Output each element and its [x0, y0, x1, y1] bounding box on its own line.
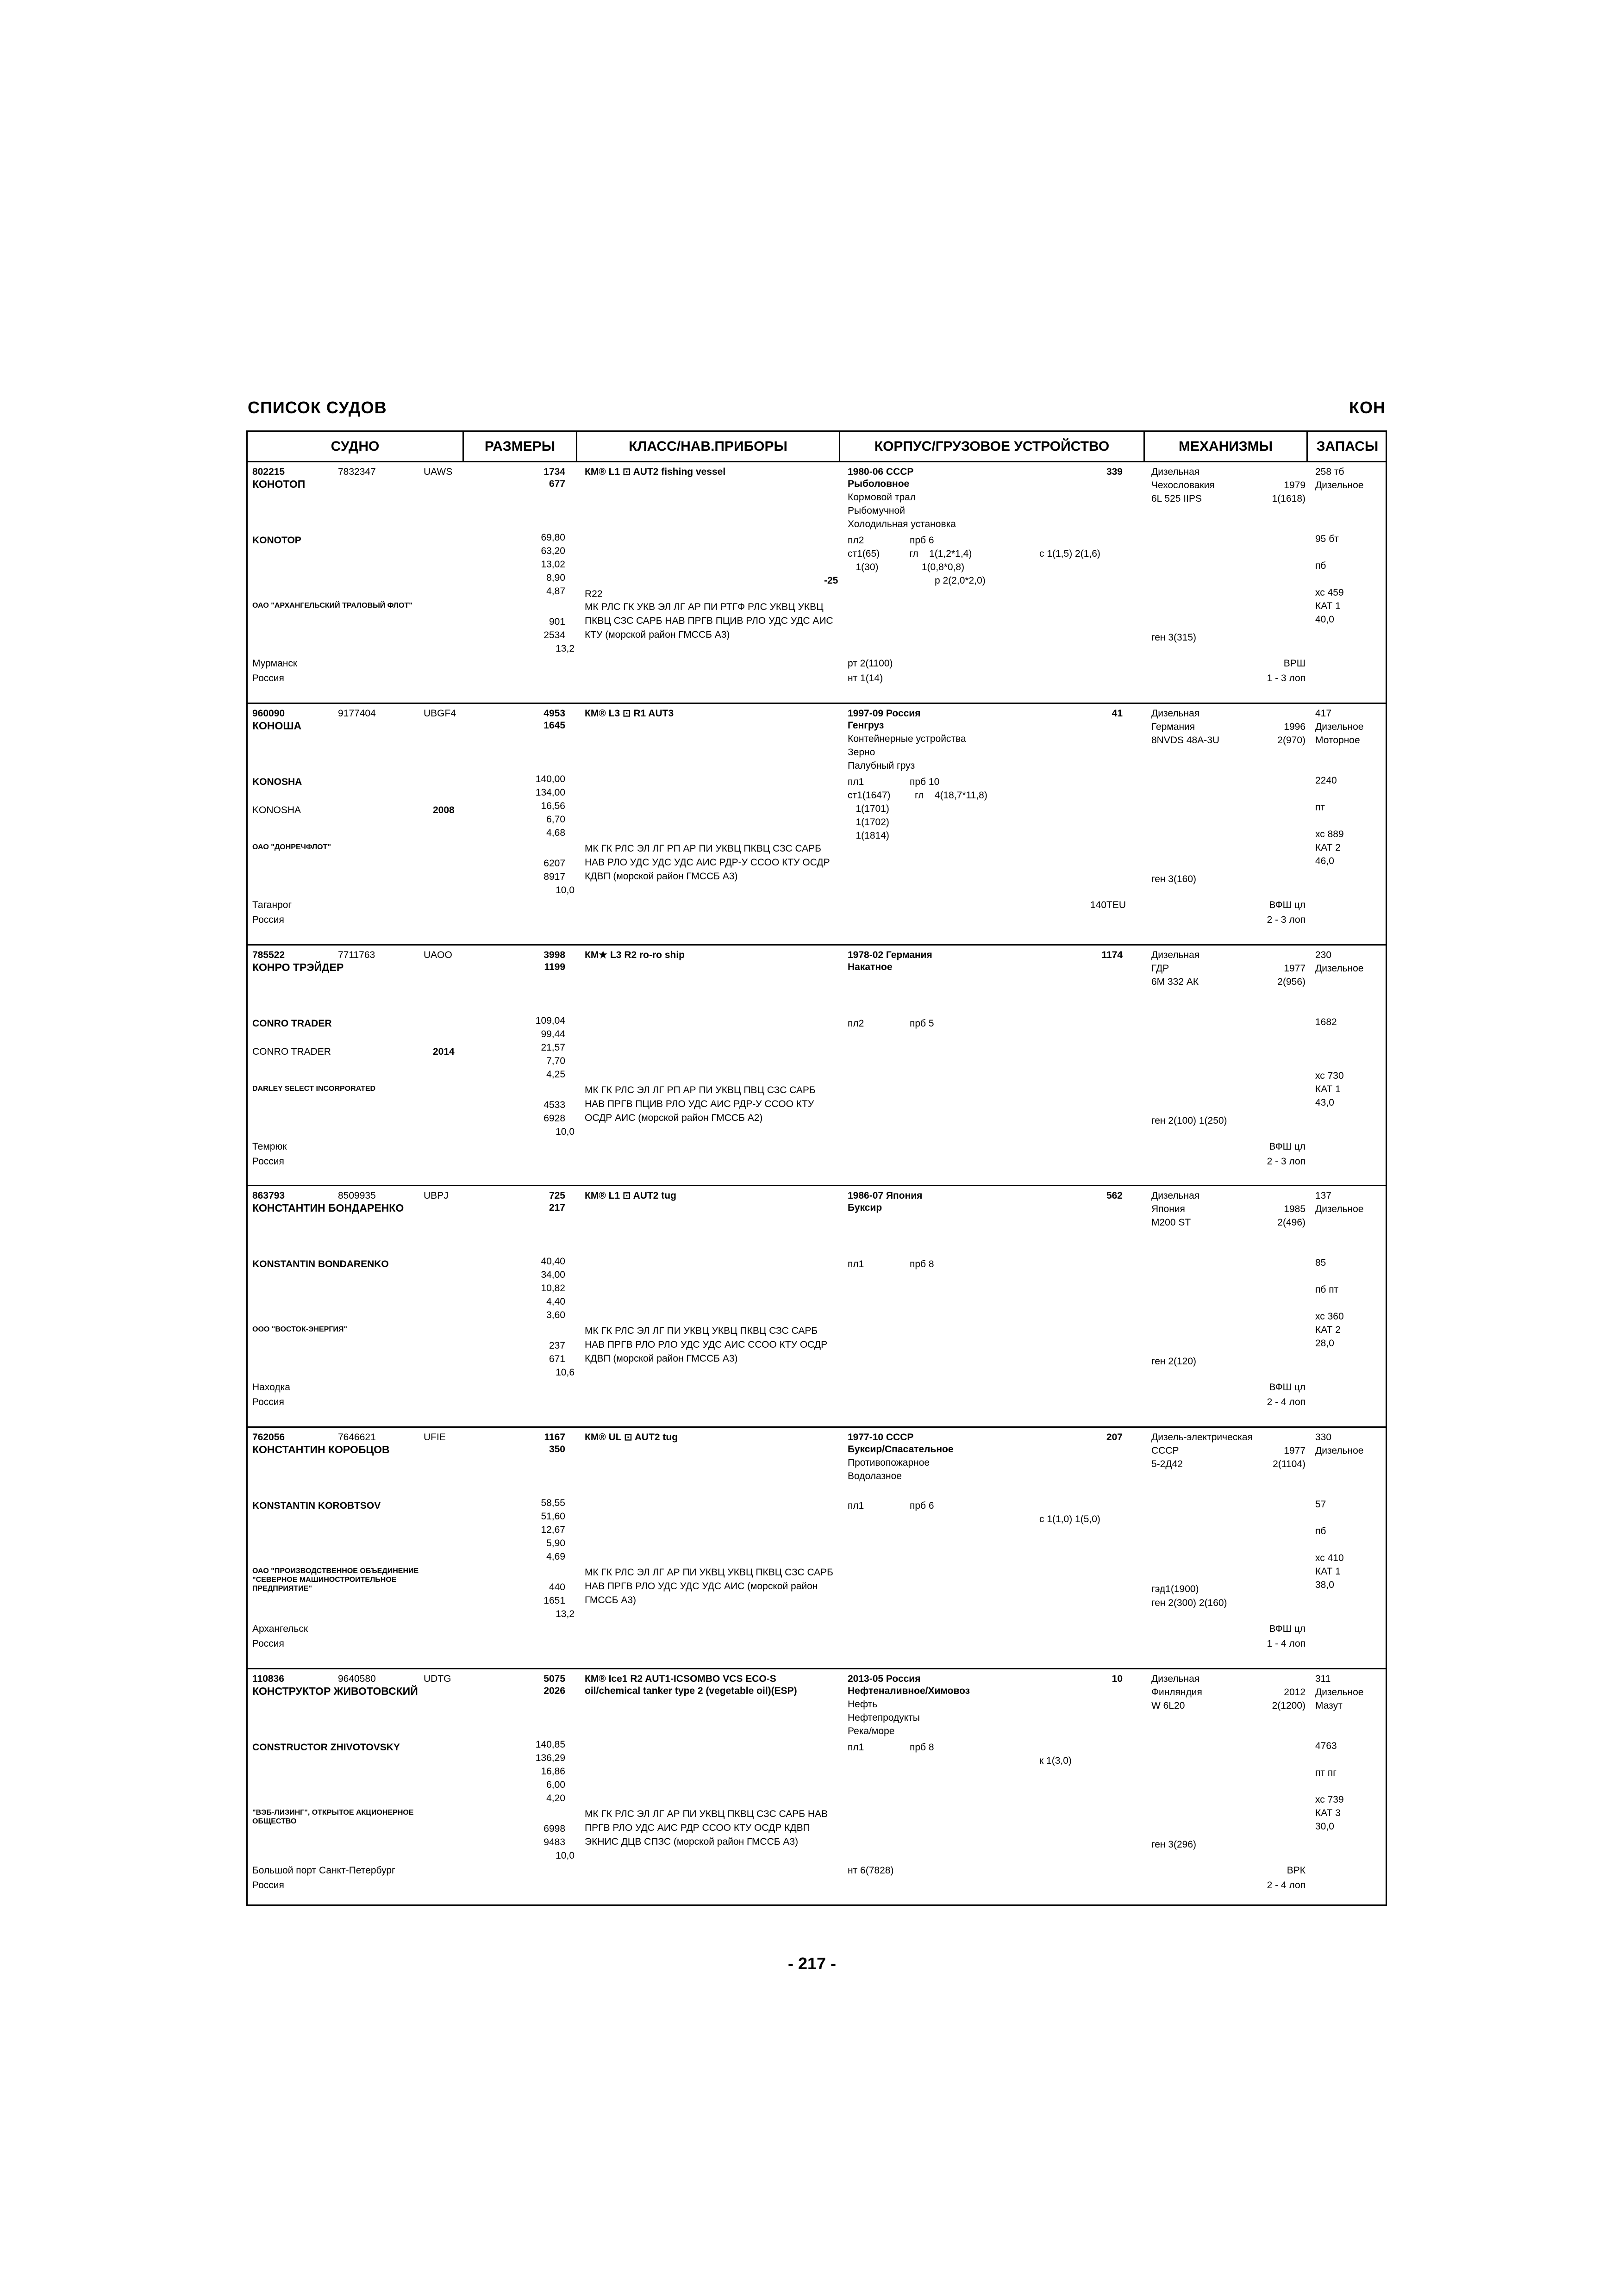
dim-value: 34,00 [541, 1269, 565, 1280]
ship-imo: 7711763 [338, 950, 375, 960]
machinery-line: Дизельная [1151, 950, 1200, 960]
table-header [248, 432, 1386, 462]
machinery-power: 2(970) [1277, 735, 1305, 746]
hull-line: Буксир/Спасательное [848, 1444, 954, 1455]
ship-country: Россия [252, 1880, 284, 1891]
hull-bulkheads: прб 5 [910, 1018, 934, 1029]
machinery-line: M200 ST [1151, 1217, 1191, 1228]
hull-build-info: 1980-06 СССР [848, 467, 914, 477]
class-notation: КМ★ L3 R2 ro-ro ship [585, 950, 685, 960]
dim-gross-tonnage: 4953 [543, 708, 565, 719]
hull-decks: пл1 [848, 1259, 864, 1269]
supply-value: 230 [1315, 950, 1332, 960]
hull-build-info: 1986-07 Япония [848, 1190, 923, 1201]
ship-id: 110836 [252, 1674, 284, 1684]
ship-table [246, 430, 1387, 1906]
hull-line: Нефтеналивное/Химовоз [848, 1686, 970, 1696]
dim-deadweight-value: 10,0 [556, 1126, 575, 1137]
hull-bulkheads: прб 8 [910, 1742, 934, 1753]
ship-owner: "ВЭБ-ЛИЗИНГ", ОТКРЫТОЕ АКЦИОНЕРНОЕ ОБЩЕСТВО [252, 1809, 414, 1825]
supply-value: 2240 [1315, 775, 1337, 786]
propeller-blades: 1 - 3 лоп [1267, 673, 1305, 684]
machinery-line: 8NVDS 48A-3U [1151, 735, 1220, 746]
ship-former-name: CONRO TRADER [252, 1046, 331, 1057]
supply-value: пб [1315, 1526, 1326, 1537]
machinery-power: 2(1104) [1273, 1459, 1305, 1469]
machinery-power: 1(1618) [1272, 493, 1305, 504]
ship-name-ru: КОНСТАНТИН КОРОБЦОВ [252, 1444, 390, 1456]
ship-id: 960090 [252, 708, 285, 719]
ship-name-ru: КОНСТАНТИН БОНДАРЕНКО [252, 1202, 404, 1214]
ship-country: Россия [252, 673, 284, 684]
propeller-blades: 2 - 4 лоп [1267, 1880, 1305, 1891]
ship-country: Россия [252, 915, 284, 925]
machinery-power: 2(1200) [1272, 1700, 1305, 1711]
hull-build-info: 1997-09 Россия [848, 708, 921, 719]
machinery-year: 1977 [1284, 1445, 1305, 1456]
page-header-section: КОН [1349, 398, 1386, 417]
ship-record [248, 704, 1386, 946]
machinery-line: Дизельная [1151, 1190, 1200, 1201]
dim-value: 134,00 [535, 787, 565, 798]
ship-owner: ОАО "ДОНРЕЧФЛОТ" [252, 843, 331, 851]
propeller-type: ВРШ [1283, 658, 1305, 669]
hull-tank-line: рт 2(1100) [848, 658, 893, 669]
ship-name-ru: КОНОША [252, 720, 302, 732]
hull-hatch: р 2(2,0*2,0) [935, 575, 986, 586]
supply-value: 95 бт [1315, 534, 1339, 544]
propeller-type: ВФШ цл [1269, 1382, 1305, 1393]
hull-bulkheads: прб 6 [910, 1500, 934, 1511]
ship-name-lat: KONOTOP [252, 535, 301, 546]
machinery-line: Дизельная [1151, 708, 1200, 719]
supply-value: КАТ 2 [1315, 1325, 1341, 1335]
ship-name-ru: КОНОТОП [252, 478, 306, 490]
class-notation: КМ® L1 ⊡ AUT2 fishing vessel [585, 467, 726, 477]
supply-value: 38,0 [1315, 1580, 1334, 1590]
class-equipment: МК ГК РЛС ЭЛ ЛГ АР ПИ УКВЦ УКВЦ ПКВЦ СЗС САРБ НАВ ПРГВ РЛО УДС УДС УДС АИС (морской район ГМССБ А3) [585, 1567, 833, 1605]
machinery-line: Дизельная [1151, 467, 1200, 477]
ship-name-lat: KONSTANTIN BONDARENKO [252, 1259, 389, 1269]
ship-id: 802215 [252, 467, 285, 477]
propeller-blades: 2 - 3 лоп [1267, 1156, 1305, 1167]
supply-value: 311 [1315, 1674, 1331, 1684]
col-header-supplies: ЗАПАСЫ [1316, 439, 1379, 454]
dim-net-tonnage: 2026 [543, 1686, 565, 1696]
machinery-gen: ген 3(296) [1151, 1839, 1197, 1850]
dim-deadweight-value: 237 [549, 1340, 565, 1351]
class-equipment: МК ГК РЛС ЭЛ ЛГ ПИ УКВЦ УКВЦ ПКВЦ СЗС САРБ НАВ ПРГВ РЛО РЛО УДС УДС АИС ССОО КТУ ОСДР КДВП (морской район ГМССБ А3) [585, 1325, 828, 1364]
hull-decks: пл1 [848, 1500, 864, 1511]
dim-deadweight-value: 1651 [543, 1595, 565, 1606]
supply-value: Дизельное [1315, 963, 1364, 974]
ship-record [248, 1669, 1386, 1906]
hull-line: Генгруз [848, 720, 884, 731]
machinery-gen: ген 2(300) 2(160) [1151, 1598, 1227, 1608]
dim-deadweight-value: 8917 [543, 871, 565, 882]
dim-value: 4,69 [546, 1551, 565, 1562]
supply-value: КАТ 1 [1315, 1084, 1341, 1095]
machinery-line: Финляндия [1151, 1687, 1202, 1698]
supply-value: Моторное [1315, 735, 1360, 746]
supply-value: КАТ 2 [1315, 842, 1341, 853]
dim-net-tonnage: 1645 [543, 720, 565, 731]
supply-value: Дизельное [1315, 1687, 1364, 1698]
propeller-blades: 2 - 3 лоп [1267, 915, 1305, 925]
supply-value: Дизельное [1315, 722, 1364, 732]
dim-value: 109,04 [535, 1015, 565, 1026]
machinery-line: W 6L20 [1151, 1700, 1185, 1711]
ship-port: Темрюк [252, 1141, 287, 1152]
propeller-type: ВФШ цл [1269, 900, 1305, 910]
hull-number: 41 [1112, 708, 1123, 719]
dim-value: 69,80 [541, 532, 565, 543]
hull-bulkheads: прб 10 [910, 777, 940, 787]
ship-name-lat: CONRO TRADER [252, 1018, 332, 1029]
dim-value: 4,40 [546, 1296, 565, 1307]
supply-value: 46,0 [1315, 856, 1334, 866]
dim-value: 51,60 [541, 1511, 565, 1522]
page-header-title: СПИСОК СУДОВ [248, 398, 387, 417]
machinery-gen: гэд1(1900) [1151, 1584, 1199, 1594]
hull-line: Река/море [848, 1726, 895, 1736]
machinery-line: Дизель-электрическая [1151, 1432, 1253, 1443]
hull-build-info: 1977-10 СССР [848, 1432, 914, 1443]
col-header-ship: СУДНО [248, 432, 464, 461]
hull-line: Палубный груз [848, 760, 915, 771]
hull-decks: пл1 [848, 777, 864, 787]
dim-deadweight-value: 2534 [543, 630, 565, 641]
hull-tank-line: нт 6(7828) [848, 1865, 894, 1876]
dim-value: 8,90 [546, 572, 565, 583]
hull-hold-line: 1(1701) [848, 803, 889, 814]
dim-net-tonnage: 350 [549, 1444, 565, 1455]
supply-value: 417 [1315, 708, 1332, 719]
supply-value: 28,0 [1315, 1338, 1334, 1349]
ship-name-ru: КОНРО ТРЭЙДЕР [252, 961, 344, 973]
class-notation: КМ® L3 ⊡ R1 AUT3 [585, 708, 674, 719]
supply-value: хс 730 [1315, 1070, 1344, 1081]
ship-name-ru: КОНСТРУКТОР ЖИВОТОВСКИЙ [252, 1685, 418, 1697]
dim-value: 6,00 [546, 1780, 565, 1790]
dim-deadweight-value: 440 [549, 1582, 565, 1593]
ship-name-lat: KONSTANTIN KOROBTSOV [252, 1500, 381, 1511]
hull-side-ramps: к 1(3,0) [1039, 1755, 1072, 1766]
ship-name-lat: KONOSHA [252, 777, 302, 787]
class-equipment: МК ГК РЛС ЭЛ ЛГ РП АР ПИ УКВЦ ПВЦ СЗС САРБ НАВ ПРГВ ПЦИВ РЛО УДС АИС РДР-У ССОО КТУ ОСДР АИС (морской район ГМССБ А2) [585, 1085, 816, 1123]
supply-value: пт [1315, 802, 1325, 813]
supply-value: пт пг [1315, 1767, 1337, 1778]
ship-id: 863793 [252, 1190, 285, 1201]
dim-value: 40,40 [541, 1256, 565, 1267]
class-notation: КМ® Ice1 R2 AUT1-ICSOMBO VCS ECO-S [585, 1674, 776, 1684]
page-number: - 217 - [787, 1954, 837, 1973]
dim-deadweight-value: 9483 [543, 1837, 565, 1848]
ship-port: Таганрог [252, 900, 292, 910]
machinery-line: Дизельная [1151, 1674, 1200, 1684]
hull-line: Водолазное [848, 1471, 902, 1481]
ship-owner: ОАО "ПРОИЗВОДСТВЕННОЕ ОБЪЕДИНЕНИЕ "СЕВЕРНОЕ МАШИНОСТРОИТЕЛЬНОЕ ПРЕДПРИЯТИЕ" [252, 1567, 419, 1593]
machinery-gen: ген 2(100) 1(250) [1151, 1115, 1227, 1126]
dim-value: 16,56 [541, 801, 565, 811]
dim-deadweight-value: 901 [549, 616, 565, 627]
supply-value: Мазут [1315, 1700, 1343, 1711]
dim-value: 4,68 [546, 828, 565, 838]
hull-decks: пл2 [848, 535, 864, 546]
machinery-gen: ген 3(315) [1151, 632, 1197, 643]
dim-net-tonnage: 217 [549, 1202, 565, 1213]
machinery-line: Япония [1151, 1204, 1185, 1214]
ship-callsign: UDTG [424, 1674, 451, 1684]
dim-value: 12,67 [541, 1524, 565, 1535]
supply-value: Дизельное [1315, 480, 1364, 491]
ship-callsign: UBPJ [424, 1190, 449, 1201]
ship-port: Архангельск [252, 1624, 308, 1634]
ship-port: Находка [252, 1382, 290, 1393]
hull-number: 10 [1112, 1674, 1123, 1684]
class-notation: КМ® L1 ⊡ AUT2 tug [585, 1190, 676, 1201]
supply-value: КАТ 1 [1315, 1566, 1341, 1577]
machinery-year: 1985 [1284, 1204, 1305, 1214]
hull-line: Контейнерные устройства [848, 734, 966, 744]
ship-country: Россия [252, 1156, 284, 1167]
supply-value: КАТ 3 [1315, 1808, 1341, 1818]
dim-net-tonnage: 1199 [544, 962, 565, 972]
dim-deadweight-value: 10,6 [556, 1367, 575, 1378]
col-header-hull: КОРПУС/ГРУЗОВОЕ УСТРОЙСТВО [840, 432, 1145, 461]
ship-id: 785522 [252, 950, 285, 960]
dim-deadweight-value: 671 [549, 1354, 565, 1364]
dim-value: 21,57 [541, 1042, 565, 1053]
machinery-year: 1996 [1284, 722, 1305, 732]
dim-value: 4,25 [546, 1069, 565, 1080]
class-equipment: МК ГК РЛС ЭЛ ЛГ АР ПИ УКВЦ ПКВЦ СЗС САРБ НАВ ПРГВ РЛО УДС АИС РДР ССОО КТУ ОСДР КДВП ЭКНИС ДЦВ СПЗС (морской район ГМССБ А3) [585, 1809, 828, 1847]
dim-deadweight-value: 6207 [543, 858, 565, 869]
machinery-line: 6L 525 IIPS [1151, 493, 1202, 504]
hull-line: Кормовой трал [848, 492, 916, 503]
dim-value: 140,00 [535, 774, 565, 784]
dim-deadweight-value: 6998 [543, 1823, 565, 1834]
machinery-line: 6М 332 АК [1151, 977, 1199, 987]
supply-value: хс 889 [1315, 829, 1344, 840]
hull-line: Буксир [848, 1202, 882, 1213]
machinery-gen: ген 3(160) [1151, 874, 1197, 884]
dim-net-tonnage: 677 [549, 479, 565, 489]
ship-owner: ОАО "АРХАНГЕЛЬСКИЙ ТРАЛОВЫЙ ФЛОТ" [252, 602, 412, 610]
hull-hold-line: ст1(1647) гл 4(18,7*11,8) [848, 790, 987, 801]
dim-deadweight-value: 13,2 [556, 1609, 575, 1619]
hull-ice-temp: -25 [824, 575, 838, 586]
hull-tank-line: нт 1(14) [848, 673, 883, 684]
hull-line: Холодильная установка [848, 519, 956, 529]
dim-gross-tonnage: 1734 [543, 467, 565, 477]
class-notation: КМ® UL ⊡ AUT2 tug [585, 1432, 678, 1443]
col-header-class: КЛАСС/НАВ.ПРИБОРЫ [577, 432, 840, 461]
machinery-line: Германия [1151, 722, 1195, 732]
ship-id: 762056 [252, 1432, 285, 1443]
class-equipment: МК РЛС ГК УКВ ЭЛ ЛГ АР ПИ РТГФ РЛС УКВЦ УКВЦ ПКВЦ СЗС САРБ НАВ ПРГВ ПЦИВ РЛО УДС УДС АИС КТУ (морской район ГМССБ А3) [585, 602, 833, 640]
ship-imo: 9640580 [338, 1674, 376, 1684]
dim-value: 13,02 [541, 559, 565, 570]
propeller-type: ВФШ цл [1269, 1141, 1305, 1152]
hull-build-info: 2013-05 Россия [848, 1674, 921, 1684]
hull-line: Накатное [848, 962, 893, 972]
machinery-year: 2012 [1284, 1687, 1305, 1698]
hull-teu: 140TEU [1090, 900, 1126, 910]
hull-line: Нефтепродукты [848, 1712, 920, 1723]
dim-gross-tonnage: 1167 [544, 1432, 565, 1443]
ship-former-year: 2014 [433, 1046, 455, 1057]
ship-former-name: KONOSHA [252, 805, 301, 815]
col-header-machinery: МЕХАНИЗМЫ [1145, 432, 1308, 461]
ship-callsign: UFIE [424, 1432, 446, 1443]
dim-deadweight-value: 10,0 [556, 1850, 575, 1861]
ship-port: Мурманск [252, 658, 298, 669]
hull-bulkheads: прб 8 [910, 1259, 934, 1269]
dim-gross-tonnage: 5075 [543, 1674, 565, 1684]
supply-value: 1682 [1315, 1017, 1337, 1027]
supply-value: хс 410 [1315, 1553, 1344, 1563]
dim-value: 58,55 [541, 1498, 565, 1508]
dim-value: 5,90 [546, 1538, 565, 1549]
supply-value: 137 [1315, 1190, 1332, 1201]
supply-value: 4763 [1315, 1741, 1337, 1751]
supply-value: 258 тб [1315, 467, 1344, 477]
machinery-gen: ген 2(120) [1151, 1356, 1197, 1367]
ship-callsign: UBGF4 [424, 708, 456, 719]
supply-value: КАТ 1 [1315, 601, 1341, 611]
dim-value: 6,70 [546, 814, 565, 825]
dim-value: 16,86 [541, 1766, 565, 1777]
supply-value: 85 [1315, 1257, 1326, 1268]
hull-decks: пл1 [848, 1742, 864, 1753]
dim-deadweight-value: 6928 [543, 1113, 565, 1124]
supply-value: пб пт [1315, 1284, 1339, 1295]
propeller-blades: 2 - 4 лоп [1267, 1397, 1305, 1407]
supply-value: 330 [1315, 1432, 1332, 1443]
machinery-power: 2(496) [1277, 1217, 1305, 1228]
hull-side-ramps: с 1(1,5) 2(1,6) [1039, 548, 1100, 559]
dim-deadweight-value: 4533 [543, 1100, 565, 1110]
ship-record [248, 1186, 1386, 1428]
machinery-line: 5-2Д42 [1151, 1459, 1183, 1469]
propeller-type: ВРК [1287, 1865, 1305, 1876]
supply-value: пб [1315, 560, 1326, 571]
ship-imo: 7646621 [338, 1432, 376, 1443]
dim-gross-tonnage: 725 [549, 1190, 565, 1201]
ship-name-lat: CONSTRUCTOR ZHIVOTOVSKY [252, 1742, 400, 1753]
propeller-blades: 1 - 4 лоп [1267, 1638, 1305, 1649]
ship-owner: ООО "ВОСТОК-ЭНЕРГИЯ" [252, 1325, 347, 1333]
supply-value: хс 739 [1315, 1794, 1344, 1805]
propeller-type: ВФШ цл [1269, 1624, 1305, 1634]
dim-value: 3,60 [546, 1310, 565, 1320]
hull-number: 207 [1106, 1432, 1123, 1443]
supply-value: Дизельное [1315, 1445, 1364, 1456]
dim-value: 7,70 [546, 1056, 565, 1066]
supply-value: хс 360 [1315, 1311, 1344, 1322]
ship-port: Большой порт Санкт-Петербург [252, 1865, 395, 1876]
hull-decks: пл2 [848, 1018, 864, 1029]
machinery-power: 2(956) [1277, 977, 1305, 987]
ship-owner: DARLEY SELECT INCORPORATED [252, 1085, 376, 1093]
dim-gross-tonnage: 3998 [543, 950, 565, 960]
class-notation-extra: oil/chemical tanker type 2 (vegetable oil)(ESP) [585, 1686, 797, 1696]
dim-deadweight-value: 13,2 [556, 643, 575, 654]
supply-value: 43,0 [1315, 1097, 1334, 1108]
hull-line: Рыбомучной [848, 505, 905, 516]
ship-country: Россия [252, 1397, 284, 1407]
machinery-line: Чехословакия [1151, 480, 1215, 491]
dim-deadweight-value: 10,0 [556, 885, 575, 896]
dim-value: 136,29 [535, 1753, 565, 1763]
hull-hold-line: 1(1814) [848, 830, 889, 841]
ship-record [248, 1428, 1386, 1669]
hull-line: Рыболовное [848, 479, 910, 489]
hull-number: 1174 [1101, 950, 1123, 960]
hull-number: 339 [1106, 467, 1123, 477]
supply-value: 40,0 [1315, 614, 1334, 625]
class-equipment: МК ГК РЛС ЭЛ ЛГ РП АР ПИ УКВЦ ПКВЦ СЗС САРБ НАВ РЛО УДС УДС УДС АИС РДР-У ССОО КТУ ОСДР КДВП (морской район ГМССБ А3) [585, 843, 830, 882]
dim-value: 63,20 [541, 546, 565, 556]
hull-line: Нефть [848, 1699, 878, 1710]
hull-side-ramps: с 1(1,0) 1(5,0) [1039, 1514, 1100, 1524]
ship-imo: 7832347 [338, 467, 376, 477]
ship-record [248, 946, 1386, 1186]
machinery-line: СССР [1151, 1445, 1179, 1456]
ship-callsign: UAOO [424, 950, 452, 960]
dim-value: 4,20 [546, 1793, 565, 1804]
ship-imo: 9177404 [338, 708, 376, 719]
dim-value: 4,87 [546, 586, 565, 597]
dim-value: 99,44 [541, 1029, 565, 1039]
hull-number: 562 [1106, 1190, 1123, 1201]
hull-line: Противопожарное [848, 1457, 930, 1468]
supply-value: хс 459 [1315, 587, 1344, 598]
ship-former-year: 2008 [433, 805, 455, 815]
hull-hold-line: ст1(65) гл 1(1,2*1,4) [848, 548, 972, 559]
machinery-line: ГДР [1151, 963, 1169, 974]
machinery-year: 1977 [1284, 963, 1305, 974]
hull-line: Зерно [848, 747, 875, 758]
dim-value: 140,85 [535, 1739, 565, 1750]
hull-hold-line: 1(30) 1(0,8*0,8) [848, 562, 965, 572]
ship-record [248, 462, 1386, 704]
supply-value: 57 [1315, 1499, 1326, 1510]
ship-callsign: UAWS [424, 467, 453, 477]
hull-build-info: 1978-02 Германия [848, 950, 932, 960]
col-header-dimensions: РАЗМЕРЫ [464, 432, 577, 461]
machinery-year: 1979 [1284, 480, 1305, 491]
ship-country: Россия [252, 1638, 284, 1649]
supply-value: 30,0 [1315, 1821, 1334, 1832]
ship-imo: 8509935 [338, 1190, 376, 1201]
dim-value: 10,82 [541, 1283, 565, 1294]
hull-bulkheads: прб 6 [910, 535, 934, 546]
class-note: R22 [585, 589, 603, 599]
hull-hold-line: 1(1702) [848, 817, 889, 828]
supply-value: Дизельное [1315, 1204, 1364, 1214]
